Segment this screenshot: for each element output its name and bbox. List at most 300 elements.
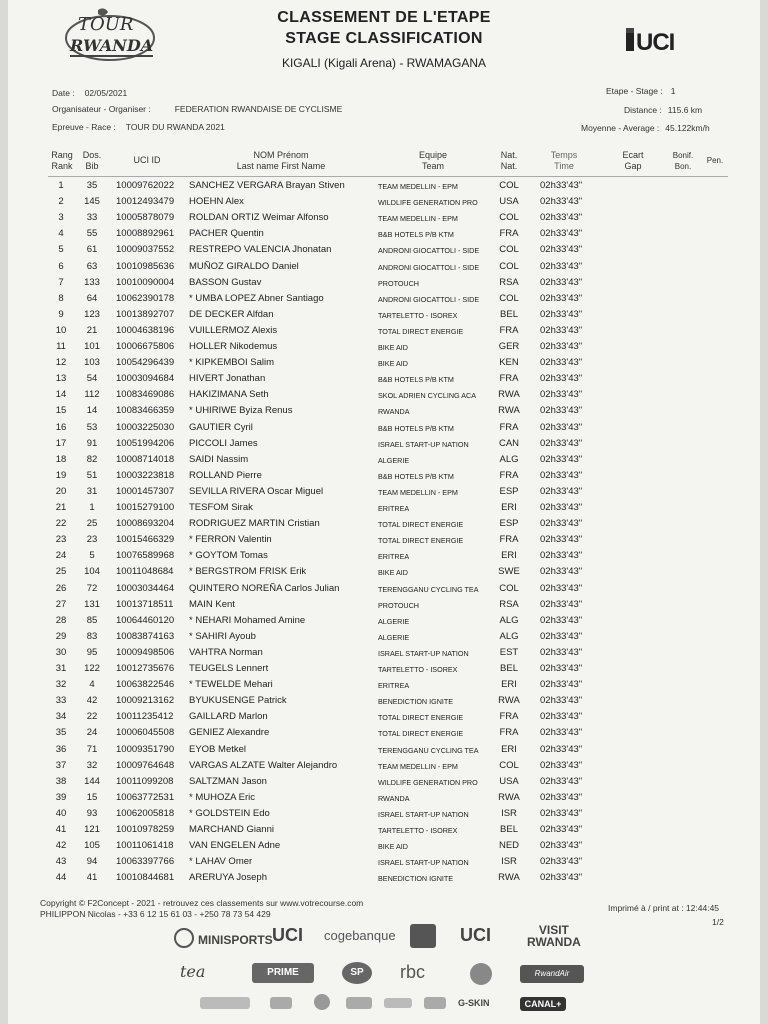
- rider-name-cell: * FERRON Valentin: [189, 534, 272, 546]
- minisports-emblem-icon: [174, 928, 194, 948]
- bib-cell: 72: [86, 582, 98, 594]
- rank-cell: 1: [58, 180, 64, 191]
- rank-cell: 3: [58, 212, 64, 224]
- uci-id-cell: 10063397766: [116, 856, 175, 868]
- rider-name-cell: VUILLERMOZ Alexis: [189, 324, 278, 336]
- col-nat-fr: Nat.: [500, 150, 518, 160]
- rider-name-cell: BASSON Gustav: [189, 276, 262, 288]
- time-cell: 02h33'43": [540, 389, 583, 401]
- rank-cell: 35: [55, 727, 67, 739]
- bib-cell: 61: [86, 244, 98, 256]
- uci-id-cell: 10083466359: [116, 405, 175, 417]
- nationality-cell: FRA: [499, 373, 519, 385]
- table-row: [0, 212, 768, 228]
- title-french: CLASSEMENT DE L'ETAPE: [277, 9, 491, 26]
- bib-cell: 112: [84, 389, 100, 401]
- table-row: [0, 261, 768, 277]
- team-cell: TARTELETTO - ISOREX: [378, 665, 458, 674]
- time-cell: 02h33'43": [540, 679, 583, 691]
- uci-id-cell: 10011235412: [116, 711, 174, 723]
- uci-id-cell: 10001457307: [116, 485, 175, 497]
- organiser-line: [52, 104, 342, 114]
- rider-name-cell: * LAHAV Omer: [189, 856, 253, 868]
- rider-name-cell: * TEWELDE Mehari: [189, 679, 273, 691]
- col-header-name: [216, 150, 346, 172]
- time-cell: 02h33'43": [540, 566, 583, 578]
- rank-cell: 14: [55, 389, 67, 401]
- nationality-cell: GER: [498, 341, 520, 352]
- uci-id-cell: 10008892961: [116, 228, 175, 240]
- col-time-en: Time: [554, 161, 574, 171]
- uci-id-cell: 10003034464: [116, 582, 175, 594]
- rank-cell: 17: [55, 437, 67, 449]
- team-cell: TARTELETTO - ISOREX: [378, 310, 458, 320]
- team-cell: TEAM MEDELLIN - EPM: [378, 761, 458, 771]
- nationality-cell: COL: [499, 244, 519, 256]
- table-row: [0, 711, 768, 727]
- rank-cell: 15: [55, 405, 67, 417]
- nationality-cell: CAN: [498, 437, 520, 449]
- table-row: [0, 808, 768, 824]
- sponsor-minisports-text: MINISPORTS: [198, 933, 273, 947]
- team-cell: BIKE AID: [378, 343, 408, 352]
- rider-name-cell: HAKIZIMANA Seth: [189, 389, 269, 401]
- uci-id-cell: 10003223818: [116, 469, 175, 481]
- table-row: [0, 550, 768, 566]
- time-cell: 02h33'43": [540, 646, 583, 658]
- bib-cell: 55: [86, 228, 98, 240]
- uci-id-cell: 10004638196: [116, 324, 175, 336]
- rank-cell: 42: [55, 840, 67, 852]
- team-cell: TERENGGANU CYCLING TEA: [378, 745, 479, 755]
- rank-cell: 11: [56, 341, 66, 352]
- rider-name-cell: TEUGELS Lennert: [189, 663, 269, 674]
- col-rank-fr: Rang: [51, 150, 73, 160]
- team-cell: B&B HOTELS P/B KTM: [378, 471, 454, 481]
- col-bonif-fr: Bonif.: [672, 151, 694, 160]
- rank-cell: 9: [58, 308, 64, 320]
- col-nat-en: Nat.: [500, 161, 518, 171]
- rider-name-cell: SAIDI Nassim: [189, 453, 249, 465]
- rider-name-cell: VARGAS ALZATE Walter Alejandro: [189, 759, 338, 771]
- table-row: [0, 244, 768, 260]
- table-row: [0, 583, 768, 599]
- logo-text-top: TOUR: [78, 14, 134, 35]
- sponsor-canal-logo: CANAL+: [520, 997, 566, 1011]
- rider-name-cell: ARERUYA Joseph: [189, 872, 267, 884]
- time-cell: 02h33'43": [540, 518, 583, 530]
- team-cell: TOTAL DIRECT ENERGIE: [378, 713, 464, 723]
- nationality-cell: BEL: [500, 663, 518, 674]
- visit-rwanda-bottom: RWANDA: [527, 935, 581, 949]
- uci-id-cell: 10011061418: [116, 840, 174, 852]
- time-cell: 02h33'43": [540, 453, 583, 465]
- sponsor-visit-rwanda-logo: [527, 924, 581, 948]
- table-row: [0, 438, 768, 454]
- rank-cell: 28: [55, 614, 67, 626]
- logo-text-bottom: RWANDA: [70, 36, 154, 55]
- distance-label: Distance :: [624, 105, 662, 115]
- bib-cell: 83: [86, 630, 98, 642]
- bib-cell: 133: [84, 276, 100, 288]
- time-cell: 02h33'43": [540, 727, 583, 739]
- team-cell: ERITREA: [378, 552, 410, 562]
- contact-text: PHILIPPON Nicolas - +33 6 12 15 61 03 - +250 78 73 54 429: [40, 909, 271, 919]
- team-cell: TOTAL DIRECT ENERGIE: [378, 729, 464, 739]
- col-bib-fr: Dos.: [82, 150, 102, 160]
- nationality-cell: COL: [499, 582, 519, 594]
- team-cell: ISRAEL START-UP NATION: [378, 809, 469, 819]
- sponsor-rwandair-logo: RwandAir: [520, 965, 584, 983]
- bib-cell: 93: [86, 807, 98, 819]
- table-row: [0, 325, 768, 341]
- rank-cell: 36: [55, 743, 67, 755]
- rank-cell: 44: [55, 872, 67, 884]
- rank-cell: 33: [55, 695, 67, 707]
- bib-cell: 4: [89, 679, 95, 691]
- nationality-cell: SWE: [498, 566, 520, 578]
- rider-name-cell: SANCHEZ VERGARA Brayan Stiven: [189, 180, 345, 191]
- rider-name-cell: HIVERT Jonathan: [189, 373, 266, 385]
- time-cell: 02h33'43": [540, 308, 583, 320]
- table-row: [0, 663, 768, 679]
- bib-cell: 54: [86, 373, 98, 385]
- time-cell: 02h33'43": [540, 437, 583, 449]
- time-cell: 02h33'43": [540, 244, 583, 256]
- col-header-bib: [78, 150, 106, 172]
- team-cell: B&B HOTELS P/B KTM: [378, 423, 454, 433]
- col-header-pen: Pen.: [706, 156, 724, 165]
- rank-cell: 32: [55, 679, 67, 691]
- team-cell: WILDLIFE GENERATION PRO: [378, 777, 478, 787]
- nationality-cell: BEL: [500, 824, 518, 835]
- uci-id-cell: 10012735676: [116, 663, 175, 674]
- rank-cell: 10: [55, 324, 67, 336]
- rank-cell: 18: [55, 453, 67, 465]
- nationality-cell: EST: [499, 646, 519, 658]
- nationality-cell: COL: [499, 212, 519, 224]
- time-cell: 02h33'43": [540, 485, 583, 497]
- uci-id-cell: 10015279100: [116, 502, 175, 513]
- team-cell: TARTELETTO - ISOREX: [378, 826, 458, 835]
- stage-line: [606, 86, 675, 96]
- table-row: [0, 695, 768, 711]
- col-time-fr: Temps: [550, 150, 578, 160]
- bib-cell: 41: [86, 872, 98, 884]
- time-cell: 02h33'43": [540, 228, 583, 240]
- team-cell: BENEDICTION IGNITE: [378, 697, 454, 707]
- time-cell: 02h33'43": [540, 663, 583, 674]
- sponsor-uci-logo-1: UCI: [272, 925, 303, 945]
- col-header-rank: [48, 150, 76, 172]
- team-cell: TOTAL DIRECT ENERGIE: [378, 520, 464, 530]
- race-value: TOUR DU RWANDA 2021: [125, 122, 225, 132]
- rank-cell: 7: [58, 276, 64, 288]
- nationality-cell: USA: [499, 196, 519, 208]
- bib-cell: 35: [86, 180, 98, 191]
- bib-cell: 103: [84, 357, 100, 369]
- table-row: [0, 615, 768, 631]
- table-row: [0, 856, 768, 872]
- nationality-cell: USA: [499, 775, 519, 787]
- nationality-cell: COL: [499, 180, 519, 191]
- rider-name-cell: TESFOM Sirak: [189, 502, 253, 513]
- rider-name-cell: GAUTIER Cyril: [189, 421, 253, 433]
- sponsor-small-logo-1-icon: [200, 997, 250, 1009]
- uci-id-cell: 10011048684: [116, 566, 174, 578]
- team-cell: RWANDA: [378, 793, 410, 803]
- table-row: [0, 776, 768, 792]
- time-cell: 02h33'43": [540, 807, 583, 819]
- nationality-cell: RSA: [499, 598, 519, 610]
- uci-id-cell: 10083469086: [116, 389, 175, 401]
- team-cell: TEAM MEDELLIN - EPM: [378, 182, 458, 191]
- table-row: [0, 405, 768, 421]
- table-row: [0, 518, 768, 534]
- nationality-cell: RWA: [498, 695, 520, 707]
- table-row: [0, 180, 768, 196]
- bib-cell: 21: [86, 324, 98, 336]
- rider-name-cell: * UHIRIWE Byiza Renus: [189, 405, 293, 417]
- rank-cell: 8: [58, 292, 64, 304]
- rank-cell: 43: [55, 856, 67, 868]
- table-row: [0, 454, 768, 470]
- table-row: [0, 470, 768, 486]
- bib-cell: 104: [84, 566, 100, 578]
- rider-name-cell: PICCOLI James: [189, 437, 258, 449]
- uci-id-cell: 10010844681: [116, 872, 175, 884]
- bib-cell: 145: [84, 196, 100, 208]
- bib-cell: 71: [86, 743, 98, 755]
- time-cell: 02h33'43": [540, 502, 583, 513]
- col-rank-en: Rank: [51, 161, 73, 171]
- col-team-en: Team: [421, 161, 444, 171]
- nationality-cell: RWA: [498, 389, 520, 401]
- table-row: [0, 277, 768, 293]
- sponsor-small-logo-4-icon: [346, 997, 372, 1009]
- team-cell: TERENGGANU CYCLING TEA: [378, 584, 479, 594]
- bib-cell: 22: [86, 711, 98, 723]
- bib-cell: 5: [89, 550, 95, 562]
- time-cell: 02h33'43": [540, 598, 583, 610]
- col-header-bonif: [668, 150, 698, 172]
- bib-cell: 32: [86, 759, 98, 771]
- time-cell: 02h33'43": [540, 180, 583, 191]
- bib-cell: 82: [86, 453, 98, 465]
- uci-id-cell: 10005878079: [116, 212, 175, 224]
- rider-name-cell: GAILLARD Marlon: [189, 711, 268, 723]
- team-cell: ANDRONI GIOCATTOLI - SIDE: [378, 294, 480, 304]
- nationality-cell: ERI: [501, 550, 517, 562]
- bib-cell: 105: [84, 840, 100, 852]
- average-label: Moyenne - Average :: [581, 123, 660, 133]
- rank-cell: 34: [55, 711, 67, 723]
- team-cell: ISRAEL START-UP NATION: [378, 648, 469, 658]
- table-row: [0, 309, 768, 325]
- uci-id-cell: 10008714018: [116, 453, 175, 465]
- team-cell: TOTAL DIRECT ENERGIE: [378, 536, 464, 546]
- header-divider: [48, 176, 728, 177]
- bib-cell: 33: [86, 212, 98, 224]
- uci-id-cell: 10010985636: [116, 260, 175, 272]
- uci-id-cell: 10009762022: [116, 180, 175, 191]
- nationality-cell: FRA: [499, 324, 519, 336]
- time-cell: 02h33'43": [540, 373, 583, 385]
- col-name-fr: NOM Prénom: [253, 150, 309, 160]
- rider-name-cell: MUÑOZ GIRALDO Daniel: [189, 260, 299, 272]
- team-cell: ALGERIE: [378, 616, 410, 626]
- copyright-text: Copyright © F2Concept - 2021 - retrouvez ces classements sur www.votrecourse.com: [40, 898, 364, 908]
- rank-cell: 23: [55, 534, 67, 546]
- uci-id-cell: 10051994206: [116, 437, 175, 449]
- rank-cell: 41: [55, 824, 67, 835]
- rider-name-cell: MAIN Kent: [189, 598, 235, 610]
- time-cell: 02h33'43": [540, 260, 583, 272]
- nationality-cell: FRA: [499, 727, 519, 739]
- time-cell: 02h33'43": [540, 743, 583, 755]
- rider-name-cell: * KIPKEMBOI Salim: [189, 357, 274, 369]
- uci-id-cell: 10009764648: [116, 759, 175, 771]
- uci-id-cell: 10013892707: [116, 308, 175, 320]
- col-bib-en: Bib: [85, 161, 99, 171]
- bib-cell: 121: [84, 824, 100, 835]
- table-row: [0, 760, 768, 776]
- col-bonif-en: Bon.: [674, 162, 692, 171]
- rider-name-cell: ROLDAN ORTIZ Weimar Alfonso: [189, 212, 329, 224]
- rank-cell: 27: [55, 598, 67, 610]
- bib-cell: 122: [84, 663, 100, 674]
- rider-name-cell: EYOB Metkel: [189, 743, 247, 755]
- team-cell: WILDLIFE GENERATION PRO: [378, 198, 478, 208]
- bib-cell: 95: [86, 646, 98, 658]
- table-row: [0, 389, 768, 405]
- nationality-cell: FRA: [499, 228, 519, 240]
- uci-id-cell: 10003094684: [116, 373, 175, 385]
- rider-name-cell: RESTREPO VALENCIA Jhonatan: [189, 244, 332, 256]
- print-time: Imprimé à / print at : 12:44:45: [608, 903, 720, 913]
- sponsor-sp-logo: SP: [342, 962, 372, 984]
- time-cell: 02h33'43": [540, 614, 583, 626]
- nationality-cell: ALG: [499, 630, 519, 642]
- bib-cell: 85: [86, 614, 98, 626]
- distance-line: [624, 105, 702, 115]
- rider-name-cell: HOEHN Alex: [189, 196, 244, 208]
- bib-cell: 91: [86, 437, 98, 449]
- time-cell: 02h33'43": [540, 405, 583, 417]
- uci-id-cell: 10012493479: [116, 196, 175, 208]
- rider-name-cell: * UMBA LOPEZ Abner Santiago: [189, 292, 324, 304]
- rider-name-cell: * NEHARI Mohamed Amine: [189, 614, 306, 626]
- team-cell: TOTAL DIRECT ENERGIE: [378, 326, 464, 336]
- uci-id-cell: 10008693204: [116, 518, 175, 530]
- sponsor-gskin-logo: G-SKIN: [458, 998, 490, 1008]
- rank-cell: 21: [55, 502, 67, 513]
- rank-cell: 26: [55, 582, 67, 594]
- uci-id-cell: 10062390178: [116, 292, 175, 304]
- rider-name-cell: MARCHAND Gianni: [189, 824, 274, 835]
- bib-cell: 63: [86, 260, 98, 272]
- uci-bar-icon: [626, 28, 634, 51]
- rider-name-cell: SEVILLA RIVERA Oscar Miguel: [189, 485, 324, 497]
- col-gap-fr: Ecart: [622, 150, 644, 160]
- time-cell: 02h33'43": [540, 840, 583, 852]
- sponsor-prime-logo: PRIME: [252, 963, 314, 983]
- time-cell: 02h33'43": [540, 357, 583, 369]
- race-label: Epreuve - Race :: [52, 122, 116, 132]
- uci-id-cell: 10006045508: [116, 727, 175, 739]
- table-row: [0, 872, 768, 888]
- team-cell: BIKE AID: [378, 359, 408, 369]
- uci-id-cell: 10076589968: [116, 550, 175, 562]
- team-cell: ANDRONI GIOCATTOLI - SIDE: [378, 246, 480, 256]
- team-cell: TEAM MEDELLIN - EPM: [378, 487, 458, 497]
- bib-cell: 1: [89, 502, 95, 513]
- race-line: [52, 122, 225, 132]
- time-cell: 02h33'43": [540, 759, 583, 771]
- table-row: [0, 631, 768, 647]
- uci-id-cell: 10010090004: [116, 276, 175, 288]
- team-cell: ISRAEL START-UP NATION: [378, 439, 469, 449]
- col-header-gap: [616, 150, 650, 172]
- nationality-cell: ESP: [499, 518, 519, 530]
- time-cell: 02h33'43": [540, 196, 583, 208]
- uci-id-cell: 10009351790: [116, 743, 175, 755]
- bib-cell: 144: [84, 775, 100, 787]
- bib-cell: 31: [86, 485, 98, 497]
- sponsor-small-logo-6-icon: [424, 997, 446, 1009]
- stage-value: 1: [670, 86, 676, 96]
- uci-id-cell: 10006675806: [116, 341, 175, 352]
- nationality-cell: ERI: [501, 679, 517, 691]
- nationality-cell: ERI: [501, 502, 517, 513]
- organiser-label: Organisateur - Organiser :: [52, 104, 151, 114]
- rider-name-cell: VAN ENGELEN Adne: [189, 840, 281, 852]
- date-value: 02/05/2021: [84, 88, 128, 98]
- table-row: [0, 373, 768, 389]
- table-row: [0, 422, 768, 438]
- rank-cell: 16: [55, 421, 67, 433]
- bib-cell: 64: [86, 292, 98, 304]
- col-gap-en: Gap: [624, 161, 642, 171]
- rank-cell: 37: [55, 759, 67, 771]
- uci-id-cell: 10063822546: [116, 679, 175, 691]
- date-line: [52, 88, 127, 98]
- sponsor-cube-logo-icon: [410, 924, 436, 948]
- team-cell: ERITREA: [378, 504, 410, 513]
- stage-label: Etape - Stage :: [606, 86, 663, 96]
- rider-name-cell: * BERGSTROM FRISK Erik: [189, 566, 307, 578]
- rank-cell: 38: [55, 775, 67, 787]
- rank-cell: 20: [55, 485, 67, 497]
- uci-id-cell: 10010978259: [116, 824, 175, 835]
- col-team-fr: Equipe: [418, 150, 448, 160]
- rider-name-cell: SALTZMAN Jason: [189, 775, 267, 787]
- nationality-cell: ALG: [499, 614, 519, 626]
- col-header-uci: UCI ID: [133, 155, 161, 165]
- rider-name-cell: DE DECKER Alfdan: [189, 308, 274, 320]
- uci-id-cell: 10011099208: [116, 775, 174, 787]
- stage-route: KIGALI (Kigali Arena) - RWAMAGANA: [281, 56, 487, 70]
- bib-cell: 42: [86, 695, 98, 707]
- table-row: [0, 357, 768, 373]
- team-cell: BIKE AID: [378, 842, 408, 852]
- table-row: [0, 228, 768, 244]
- uci-id-cell: 10054296439: [116, 357, 175, 369]
- bib-cell: 101: [84, 341, 100, 352]
- nationality-cell: COL: [499, 260, 519, 272]
- date-label: Date :: [52, 88, 75, 98]
- rider-name-cell: GENIEZ Alexandre: [189, 727, 270, 739]
